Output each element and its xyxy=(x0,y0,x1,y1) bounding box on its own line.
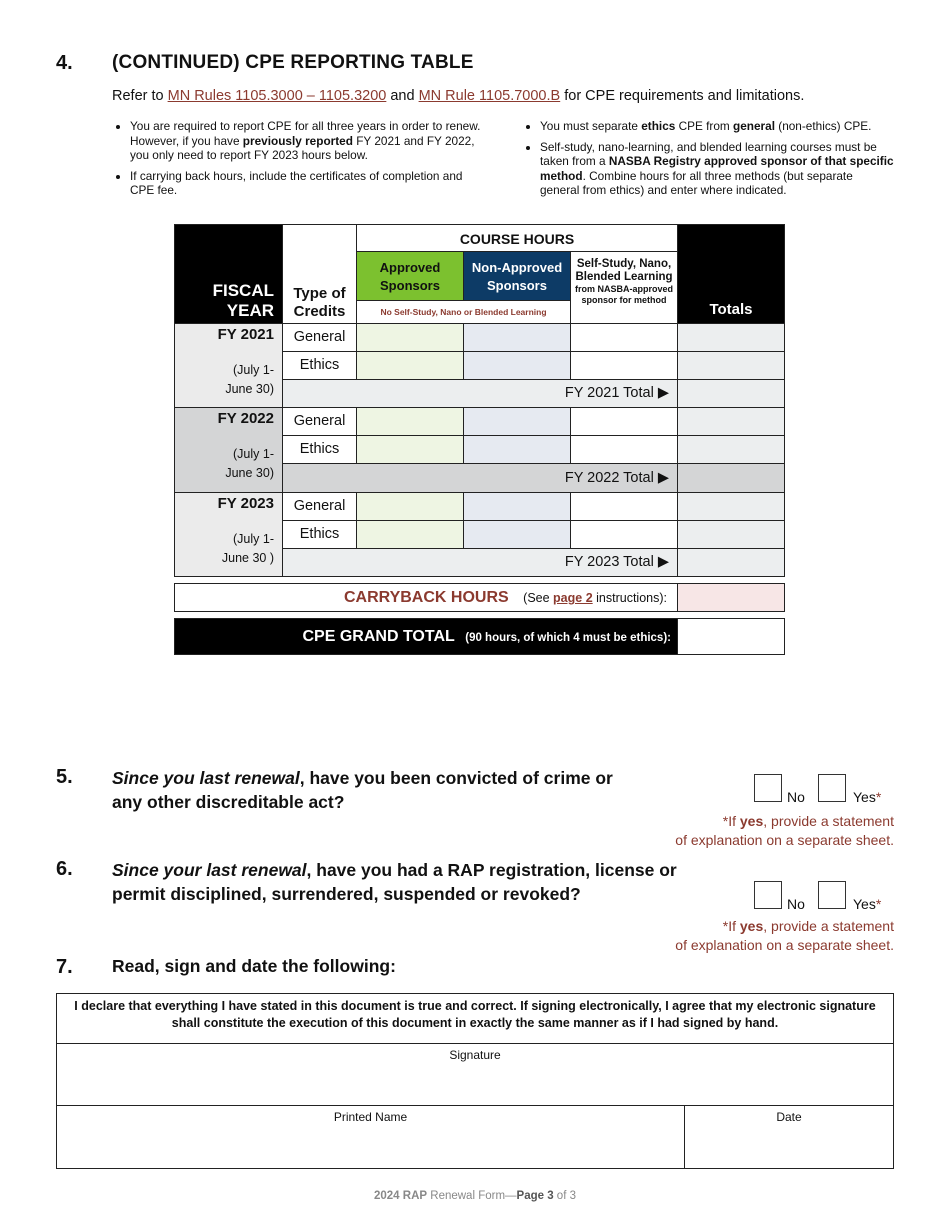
date-field[interactable] xyxy=(685,1106,893,1168)
section-6-yes-label: Yes* xyxy=(853,896,882,912)
fy2023-general-approved-input[interactable] xyxy=(356,492,464,521)
approved-note: No Self-Study, Nano or Blended Learning xyxy=(356,300,571,324)
fy2023-total-input[interactable] xyxy=(677,548,785,577)
fy2023-general-label: General xyxy=(282,492,357,521)
fy2021-total-label: FY 2021 Total ▶ xyxy=(282,379,678,408)
fy2021-general-label: General xyxy=(282,323,357,352)
fy2021-ethics-approved-input[interactable] xyxy=(356,351,464,380)
fy2022-general-nonapproved-input[interactable] xyxy=(463,407,571,436)
mn-rule-link[interactable]: MN Rule 1105.7000.B xyxy=(418,88,561,104)
carryback-label: CARRYBACK HOURS xyxy=(343,589,509,606)
signature-table xyxy=(56,993,894,1169)
fy2023-ethics-label: Ethics xyxy=(282,520,357,549)
date-label: Date xyxy=(776,1110,802,1124)
signature-label: Signature xyxy=(449,1048,501,1062)
section-7-number: 7. xyxy=(56,956,73,978)
grand-total-note: (90 hours, of which 4 must be ethics): xyxy=(465,632,671,644)
fy2021-ethics-selfstudy-input[interactable] xyxy=(570,351,678,380)
fy2023-general-nonapproved-input[interactable] xyxy=(463,492,571,521)
section-4-intro xyxy=(112,88,804,104)
fy2021-label-cell: FY 2021 (July 1- June 30) xyxy=(174,323,283,408)
section-6-note: *If yes, provide a statement of explanation on a separate sheet. xyxy=(675,918,894,953)
section-5-number: 5. xyxy=(56,766,73,788)
fy2022-general-approved-input[interactable] xyxy=(356,407,464,436)
fy2021-general-total-input[interactable] xyxy=(677,323,785,352)
fy2022-general-selfstudy-input[interactable] xyxy=(570,407,678,436)
section-6-question: Since your last renewal, have you had a RAP registration, license or permit disciplined, surrendered, suspended or revoked? xyxy=(112,860,677,904)
carryback-input[interactable] xyxy=(677,583,785,612)
totals-header: Totals xyxy=(677,224,785,324)
section-5-no-checkbox[interactable] xyxy=(754,774,782,802)
approved-sponsors-header: Approved Sponsors xyxy=(356,251,464,301)
fy2022-ethics-label: Ethics xyxy=(282,435,357,464)
fy2022-label-cell: FY 2022 (July 1- June 30) xyxy=(174,407,283,493)
page-2-link[interactable]: page 2 xyxy=(553,591,593,605)
fy2022-total-label: FY 2022 Total ▶ xyxy=(282,463,678,493)
section-6-no-label: No xyxy=(787,896,805,912)
bullet-item: • You are required to report CPE for all three years in order to renew. However, if you have previously reported FY 2021 and FY 2022, you only need to report FY 2023 hours below. xyxy=(130,119,482,163)
fy2022-general-total-input[interactable] xyxy=(677,407,785,436)
fy2021-ethics-nonapproved-input[interactable] xyxy=(463,351,571,380)
section-7-title: Read, sign and date the following: xyxy=(112,956,396,976)
fy2021-ethics-label: Ethics xyxy=(282,351,357,380)
fy2021-total-input[interactable] xyxy=(677,379,785,408)
fy2022-ethics-nonapproved-input[interactable] xyxy=(463,435,571,464)
section-5-question: Since you last renewal, have you been convicted of crime or any other discreditable act? xyxy=(112,768,613,812)
bullets-left xyxy=(112,119,482,204)
fy2021-general-selfstudy-input[interactable] xyxy=(570,323,678,352)
fy2023-ethics-total-input[interactable] xyxy=(677,520,785,549)
fy2023-ethics-nonapproved-input[interactable] xyxy=(463,520,571,549)
intro-prefix: Refer to xyxy=(112,88,168,104)
signature-field[interactable] xyxy=(57,1044,893,1106)
section-6-yes-checkbox[interactable] xyxy=(818,881,846,909)
fy2021-general-approved-input[interactable] xyxy=(356,323,464,352)
grand-total-label-cell xyxy=(174,618,678,655)
carryback-after: instructions): xyxy=(592,591,667,605)
bullet-item: • You must separate ethics CPE from general (non-ethics) CPE. xyxy=(540,119,894,134)
printed-name-field[interactable] xyxy=(57,1106,685,1168)
fy2022-ethics-total-input[interactable] xyxy=(677,435,785,464)
section-4-number: 4. xyxy=(56,52,73,74)
fy2022-total-input[interactable] xyxy=(677,463,785,493)
declaration-text: I declare that everything I have stated in this document is true and correct. If signing electronically, I agree that my electronic signature shall constitute the execution of this document in exactly the same manner as if I had signed by hand. xyxy=(57,994,893,1044)
fy2023-general-selfstudy-input[interactable] xyxy=(570,492,678,521)
bullet-item: • If carrying back hours, include the certificates of completion and CPE fee. xyxy=(130,169,482,198)
page-footer: 2024 RAP Renewal Form—Page 3 of 3 xyxy=(374,1190,576,1202)
carryback-see: (See xyxy=(523,591,554,605)
self-study-header: Self-Study, Nano, Blended Learning from NASBA-approved sponsor for method xyxy=(570,251,678,324)
section-5-no-label: No xyxy=(787,789,805,805)
section-6-number: 6. xyxy=(56,858,73,880)
fy2023-label-cell: FY 2023 (July 1- June 30 ) xyxy=(174,492,283,577)
section-4-title: (CONTINUED) CPE REPORTING TABLE xyxy=(112,52,474,73)
bullet-item: • Self-study, nano-learning, and blended learning courses must be taken from a NASBA Registry approved sponsor of that specific method. Combine hours for all three methods (but separate general from ethics) and enter where indicated. xyxy=(540,140,894,198)
fy2023-general-total-input[interactable] xyxy=(677,492,785,521)
fy2023-ethics-approved-input[interactable] xyxy=(356,520,464,549)
fy2021-ethics-total-input[interactable] xyxy=(677,351,785,380)
grand-total-label: CPE GRAND TOTAL xyxy=(302,628,455,645)
fy2022-general-label: General xyxy=(282,407,357,436)
course-hours-header: COURSE HOURS xyxy=(356,224,678,252)
intro-suffix: for CPE requirements and limitations. xyxy=(560,88,805,104)
fy2022-ethics-approved-input[interactable] xyxy=(356,435,464,464)
section-6-no-checkbox[interactable] xyxy=(754,881,782,909)
bullets-right xyxy=(522,119,894,204)
section-5-yes-label: Yes* xyxy=(853,789,882,805)
mn-rules-link[interactable]: MN Rules 1105.3000 – 1105.3200 xyxy=(167,88,387,104)
printed-name-label: Printed Name xyxy=(333,1110,408,1124)
fy2023-ethics-selfstudy-input[interactable] xyxy=(570,520,678,549)
fy2023-total-label: FY 2023 Total ▶ xyxy=(282,548,678,577)
section-5-note: *If yes, provide a statement of explanation on a separate sheet. xyxy=(675,813,894,848)
fy2022-ethics-selfstudy-input[interactable] xyxy=(570,435,678,464)
type-of-credits-header: Type of Credits xyxy=(282,224,357,324)
fy2021-general-nonapproved-input[interactable] xyxy=(463,323,571,352)
non-approved-sponsors-header: Non-Approved Sponsors xyxy=(463,251,571,301)
carryback-label-cell xyxy=(174,583,678,612)
section-5-yes-checkbox[interactable] xyxy=(818,774,846,802)
intro-mid: and xyxy=(386,88,419,104)
grand-total-input[interactable] xyxy=(677,618,785,655)
fiscal-year-header: FISCAL YEAR xyxy=(174,224,283,324)
